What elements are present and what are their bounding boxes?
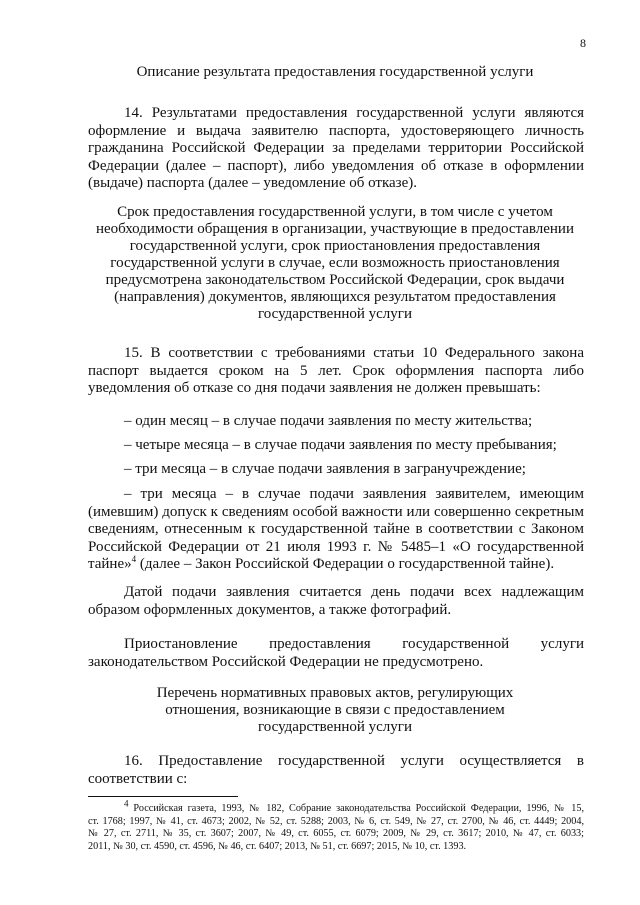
footnote-reference: 4	[131, 554, 137, 564]
list-item-one-month: – один месяц – в случае подачи заявления по месту жительства;	[124, 413, 533, 429]
footnote-mark: 4	[124, 798, 129, 809]
list-item-three-months-secret: – три месяца – в случае подачи заявления заявителем, имеющим (имевшим) допуск к сведениям особой важности или совершенно секретным сведениям, отнесенным к государственной тайне в соответствии с Законом Российской Федерации от 21 июля 1993 г. № 5485–1 «О государственной тайне»$^4$ (далее – Закон Российской Федерации о государственной тайне).	[88, 486, 584, 572]
paragraph-14: 14. Результатами предоставления государственной услуги являются оформление и выдача заявителю паспорта, удостоверяющего личность гражданина Российской Федерации за пределами территории Российской Федерации (далее – паспорт), либо уведомления об отказе в оформлении (выдаче) паспорта (далее – уведомление об отказе).	[88, 105, 584, 191]
paragraph-submission-date: Датой подачи заявления считается день подачи всех надлежащим образом оформленных документов, а также фотографий.	[88, 584, 584, 618]
section-heading-term: Срок предоставления государственной услуги, в том числе с учетом необходимости обращения в организации, участвующие в предоставлении государственной услуги, срок приостановления предоставления государственной услуги в случае, если возможность приостановления предусмотрена законодательством Российской Федерации, срок выдачи (направления) документов, являющихся результатом предоставления государственной услуги	[96, 204, 574, 322]
section-heading-legal-acts: Перечень нормативных правовых актов, регулирующих отношения, возникающие в связи с предоставлением государственной услуги	[156, 685, 514, 735]
list-item-three-months: – три месяца – в случае подачи заявления в загранучреждение;	[124, 461, 526, 477]
paragraph-15: 15. В соответствии с требованиями статьи 10 Федерального закона паспорт выдается сроком на 5 лет. Срок оформления паспорта либо уведомления об отказе со дня подачи заявления не должен превышать:	[88, 345, 584, 396]
paragraph-suspension: Приостановление предоставления государственной услуги законодательством Российской Федерации не предусмотрено.	[88, 636, 584, 670]
page-number: 8	[580, 36, 586, 50]
list-item-four-months: – четыре месяца – в случае подачи заявления по месту пребывания;	[124, 437, 557, 453]
footnote-4: $^4$ Российская газета, 1993, № 182, Собрание законодательства Российской Федерации, 1996, № 15, ст. 1768; 1997, № 41, ст. 4673; 2002, № 52, ст. 5288; 2003, № 6, ст. 549, № 27, ст. 2700, № 46, ст. 4449; 2004, № 27, ст. 2711, № 35, ст. 3607; 2007, № 49, ст. 6055, ст. 6079; 2009, № 29, ст. 3617; 2010, № 47, ст. 6033; 2011, № 30, ст. 4590, ст. 4596, № 46, ст. 6407; 2013, № 51, ст. 6697; 2015, № 10, ст. 1393.	[88, 798, 584, 852]
section-heading-result: Описание результата предоставления государственной услуги	[136, 64, 534, 80]
paragraph-16: 16. Предоставление государственной услуги осуществляется в соответствии с:	[88, 753, 584, 787]
footnote-separator	[88, 796, 238, 797]
